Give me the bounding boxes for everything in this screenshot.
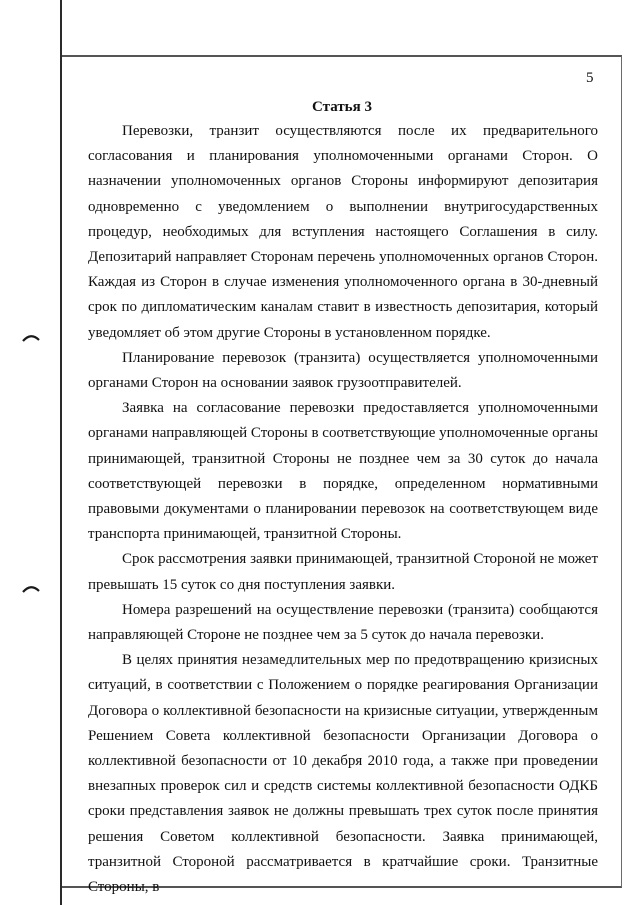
paragraph: Заявка на согласование перевозки предоставляется уполномоченными органами направляющей Стороны в соответствующие уполномоченные органы принимающей, транзитной Стороны не позднее чем за 30 суток до начала соответствующей перевозки в порядке, определенном нормативными правовыми документами о планировании перевозок на соответствующем виде транспорта принимающей, транзитной Стороны. <box>88 400 598 543</box>
article-title: Статья 3 <box>312 99 372 115</box>
paragraph: Номера разрешений на осуществление перевозки (транзита) сообщаются направляющей Стороне не позднее чем за 5 суток до начала перевозки. <box>88 601 598 644</box>
page-number: 5 <box>586 70 594 86</box>
paragraph: Планирование перевозок (транзита) осуществляется уполномоченными органами Сторон на основании заявок грузоотправителей. <box>88 349 598 392</box>
paragraph: Перевозки, транзит осуществляются после их предварительного согласования и планирования уполномоченными органами Сторон. О назначении уполномоченных органов Стороны информируют депозитария одновременно с уведомлением о выполнении внутригосударственных процедур, необходимых для вступления настоящего Соглашения в силу. Депозитарий направляет Сторонам перечень уполномоченных органов Сторон. Каждая из Сторон в случае изменения уполномоченного органа в 30-дневный срок по дипломатическим каналам ставит в известность депозитария, который уведомляет об этом другие Стороны в установленном порядке. <box>88 123 598 341</box>
binding-mark-icon <box>22 583 40 593</box>
binding-mark-icon <box>22 332 40 342</box>
document-body <box>88 119 598 900</box>
paragraph: В целях принятия незамедлительных мер по предотвращению кризисных ситуаций, в соответствии с Положением о порядке реагирования Организации Договора о коллективной безопасности на кризисные ситуации, утвержденным Решением Совета коллективной безопасности Организации Договора о коллективной безопасности от 10 декабря 2010 года, а также при проведении внезапных проверок сил и средств системы коллективной безопасности ОДКБ сроки представления заявок не должны превышать трех суток после принятия решения Советом коллективной безопасности. Заявка принимающей, транзитной Стороной рассматривается в кратчайшие сроки. Транзитные Стороны, в <box>88 652 598 896</box>
paragraph: Срок рассмотрения заявки принимающей, транзитной Стороной не может превышать 15 суток со дня поступления заявки. <box>88 551 598 593</box>
